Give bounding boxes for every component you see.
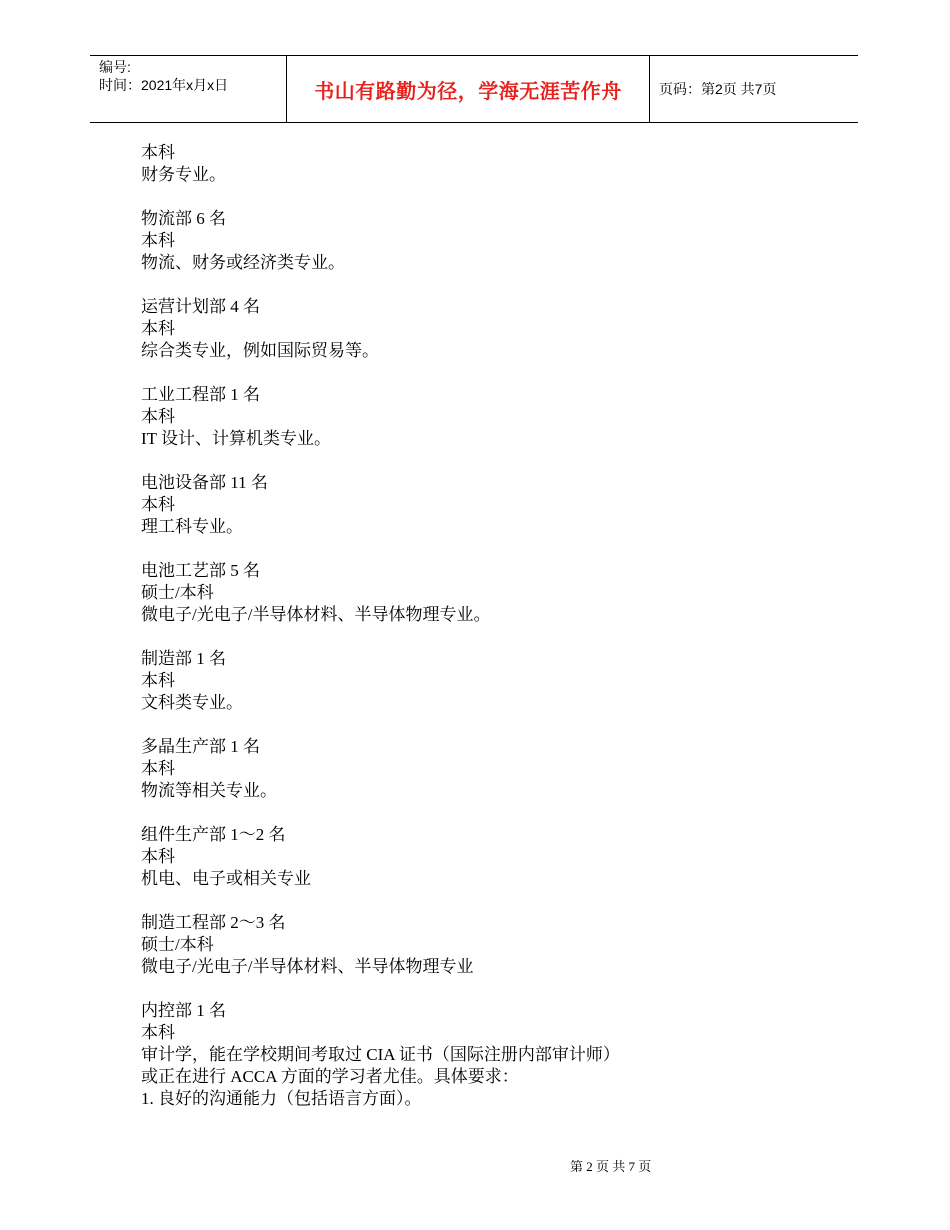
section-line: 微电子/光电子/半导体材料、半导体物理专业	[141, 957, 474, 976]
section-line: 微电子/光电子/半导体材料、半导体物理专业。	[141, 605, 491, 624]
section-heading: 电池工艺部 5 名	[141, 561, 260, 580]
section-line: 综合类专业，例如国际贸易等。	[141, 341, 379, 360]
section-block	[141, 912, 841, 978]
section-line: 物流、财务或经济类专业。	[141, 253, 345, 272]
section-line: 机电、电子或相关专业	[141, 869, 311, 888]
document-body	[141, 142, 841, 1132]
section-line: 审计学，能在学校期间考取过 CIA 证书（国际注册内部审计师）	[141, 1045, 620, 1064]
section-line: 1. 良好的沟通能力（包括语言方面）。	[141, 1089, 422, 1108]
section-block	[141, 384, 841, 450]
section-line: IT 设计、计算机类专业。	[141, 429, 331, 448]
section-line: 文科类专业。	[141, 693, 243, 712]
section-block	[141, 824, 841, 890]
section-block	[141, 472, 841, 538]
section-block	[141, 560, 841, 626]
header-page-info: 页码：第2页 共7页	[659, 81, 777, 97]
section-heading: 运营计划部 4 名	[141, 297, 260, 316]
section-line: 硕士/本科	[141, 935, 214, 954]
footer-page-number: 第 2 页 共 7 页	[570, 1159, 652, 1174]
section-line: 本科	[141, 143, 175, 162]
section-line: 本科	[141, 1023, 175, 1042]
section-block	[141, 296, 841, 362]
section-heading: 物流部 6 名	[141, 209, 226, 228]
section-heading: 制造工程部 2～3 名	[141, 913, 286, 932]
section-heading: 制造部 1 名	[141, 649, 226, 668]
section-line: 本科	[141, 495, 175, 514]
section-line: 硕士/本科	[141, 583, 214, 602]
section-line: 或正在进行 ACCA 方面的学习者尤佳。具体要求：	[141, 1067, 519, 1086]
section-heading: 电池设备部 11 名	[141, 473, 268, 492]
section-block	[141, 648, 841, 714]
section-heading: 内控部 1 名	[141, 1001, 226, 1020]
section-line: 物流等相关专业。	[141, 781, 277, 800]
section-block	[141, 142, 841, 186]
section-line: 本科	[141, 671, 175, 690]
section-heading: 工业工程部 1 名	[141, 385, 260, 404]
section-line: 理工科专业。	[141, 517, 243, 536]
header-motto: 书山有路勤为径，学海无涯苦作舟	[314, 80, 622, 103]
section-line: 本科	[141, 407, 175, 426]
section-line: 本科	[141, 847, 175, 866]
section-block	[141, 208, 841, 274]
section-heading: 多晶生产部 1 名	[141, 737, 260, 756]
document-number-label: 编号:	[99, 59, 131, 75]
section-line: 本科	[141, 319, 175, 338]
page-header	[90, 55, 858, 123]
section-block	[141, 1000, 841, 1110]
header-meta	[90, 56, 286, 122]
section-heading: 组件生产部 1～2 名	[141, 825, 286, 844]
section-line: 本科	[141, 759, 175, 778]
section-block	[141, 736, 841, 802]
document-time-label: 时间：2021年x月x日	[99, 77, 229, 93]
section-line: 本科	[141, 231, 175, 250]
section-line: 财务专业。	[141, 165, 226, 184]
